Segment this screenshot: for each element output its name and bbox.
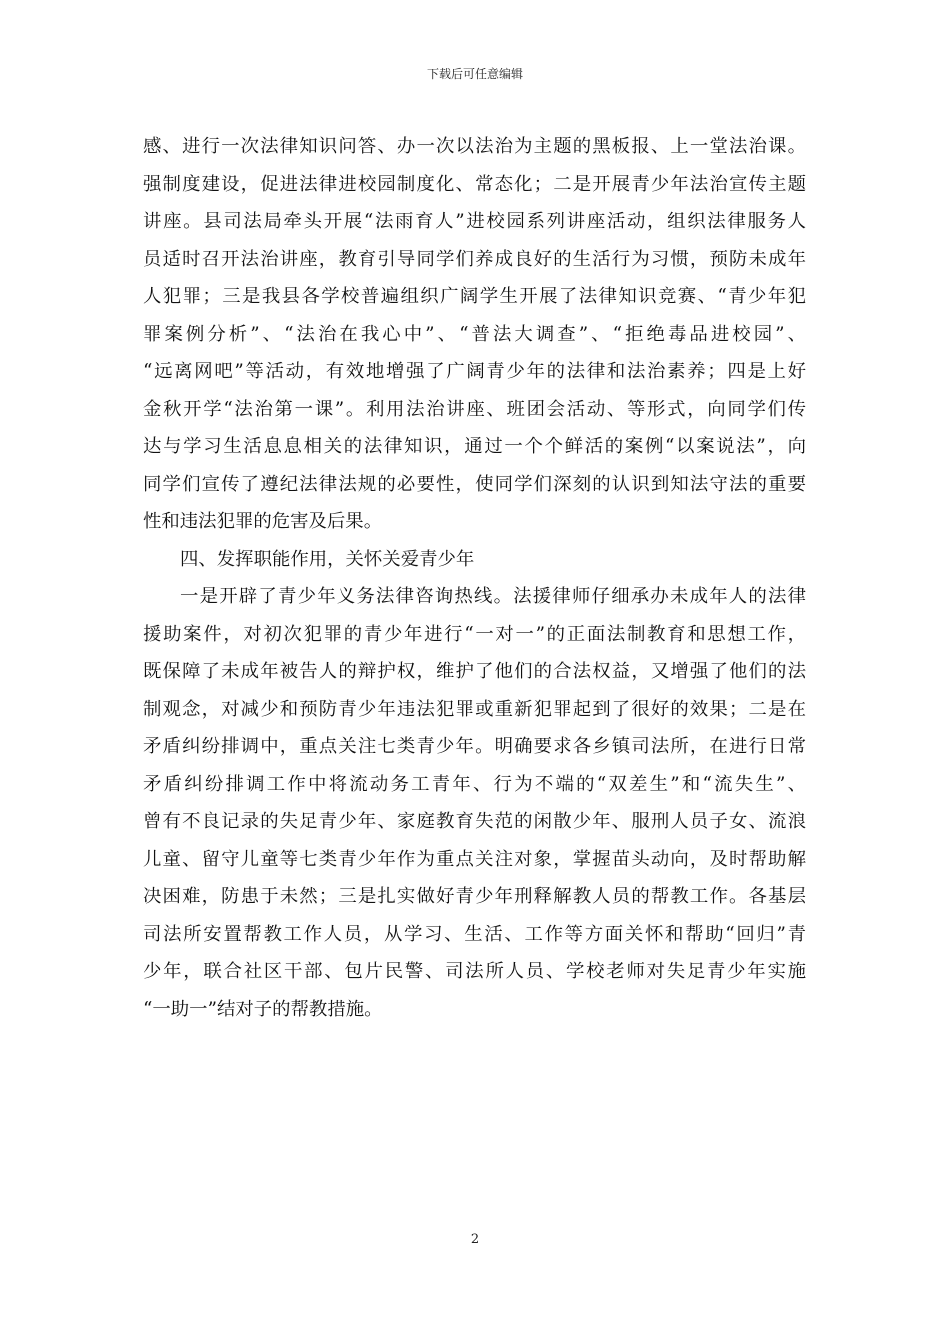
section-heading xyxy=(143,541,806,579)
text-line: 人犯罪；三是我县各学校普遍组织广阔学生开展了法律知识竞赛、“青少年犯 xyxy=(143,286,806,307)
page-number: 2 xyxy=(470,1232,480,1247)
text-line: 强制度建设，促进法律进校园制度化、常态化；二是开展青少年法治宣传主题 xyxy=(143,173,806,195)
page-header: 下载后可任意编辑 xyxy=(426,67,523,81)
text-line: 儿童、留守儿童等七类青少年作为重点关注对象，掌握苗头动向，及时帮助解 xyxy=(143,848,806,870)
text-line: 达与学习生活息息相关的法律知识，通过一个个鲜活的案例“以案说法”，向 xyxy=(143,436,806,457)
text-line: 矛盾纠纷排调工作中将流动务工青年、行为不端的“双差生”和“流失生”、 xyxy=(143,773,806,795)
text-line: 少年，联合社区干部、包片民警、司法所人员、学校老师对失足青少年实施 xyxy=(143,961,806,982)
text-line: 同学们宣传了遵纪法律法规的必要性，使同学们深刻的认识到知法守法的重要 xyxy=(143,473,806,495)
text-line: 矛盾纠纷排调中，重点关注七类青少年。明确要求各乡镇司法所，在进行日常 xyxy=(143,736,806,757)
text-line: 既保障了未成年被告人的辩护权，维护了他们的合法权益，又增强了他们的法 xyxy=(143,661,806,682)
text-line: 感、进行一次法律知识问答、办一次以法治为主题的黑板报、上一堂法治课。 xyxy=(143,136,806,157)
text-line: 一是开辟了青少年义务法律咨询热线。法援律师仔细承办未成年人的法律 xyxy=(180,586,806,607)
text-line: 四、发挥职能作用，关怀关爱青少年 xyxy=(180,548,475,570)
text-line: 曾有不良记录的失足青少年、家庭教育失范的闲散少年、服刑人员子女、流浪 xyxy=(143,811,806,832)
text-line: 罪案例分析”、“法治在我心中”、“普法大调查”、“拒绝毒品进校园”、 xyxy=(143,323,806,345)
paragraph xyxy=(143,578,806,1028)
text-line: “远离网吧”等活动，有效地增强了广阔青少年的法律和法治素养；四是上好 xyxy=(143,361,806,382)
text-line: 援助案件，对初次犯罪的青少年进行“一对一”的正面法制教育和思想工作， xyxy=(143,623,806,645)
text-line: 金秋开学“法治第一课”。利用法治讲座、班团会活动、等形式，向同学们传 xyxy=(143,398,806,420)
document-body xyxy=(143,128,806,1028)
paragraph xyxy=(143,128,806,541)
text-line: “一助一”结对子的帮教措施。 xyxy=(143,998,383,1020)
text-line: 制观念，对减少和预防青少年违法犯罪或重新犯罪起到了很好的效果；二是在 xyxy=(143,698,806,720)
text-line: 讲座。县司法局牵头开展“法雨育人”进校园系列讲座活动，组织法律服务人 xyxy=(143,211,806,232)
text-line: 决困难，防患于未然；三是扎实做好青少年刑释解教人员的帮教工作。各基层 xyxy=(143,886,806,907)
text-line: 司法所安置帮教工作人员，从学习、生活、工作等方面关怀和帮助“回归”青 xyxy=(143,923,806,945)
text-line: 性和违法犯罪的危害及后果。 xyxy=(143,511,383,532)
text-line: 员适时召开法治讲座，教育引导同学们养成良好的生活行为习惯，预防未成年 xyxy=(143,248,806,270)
